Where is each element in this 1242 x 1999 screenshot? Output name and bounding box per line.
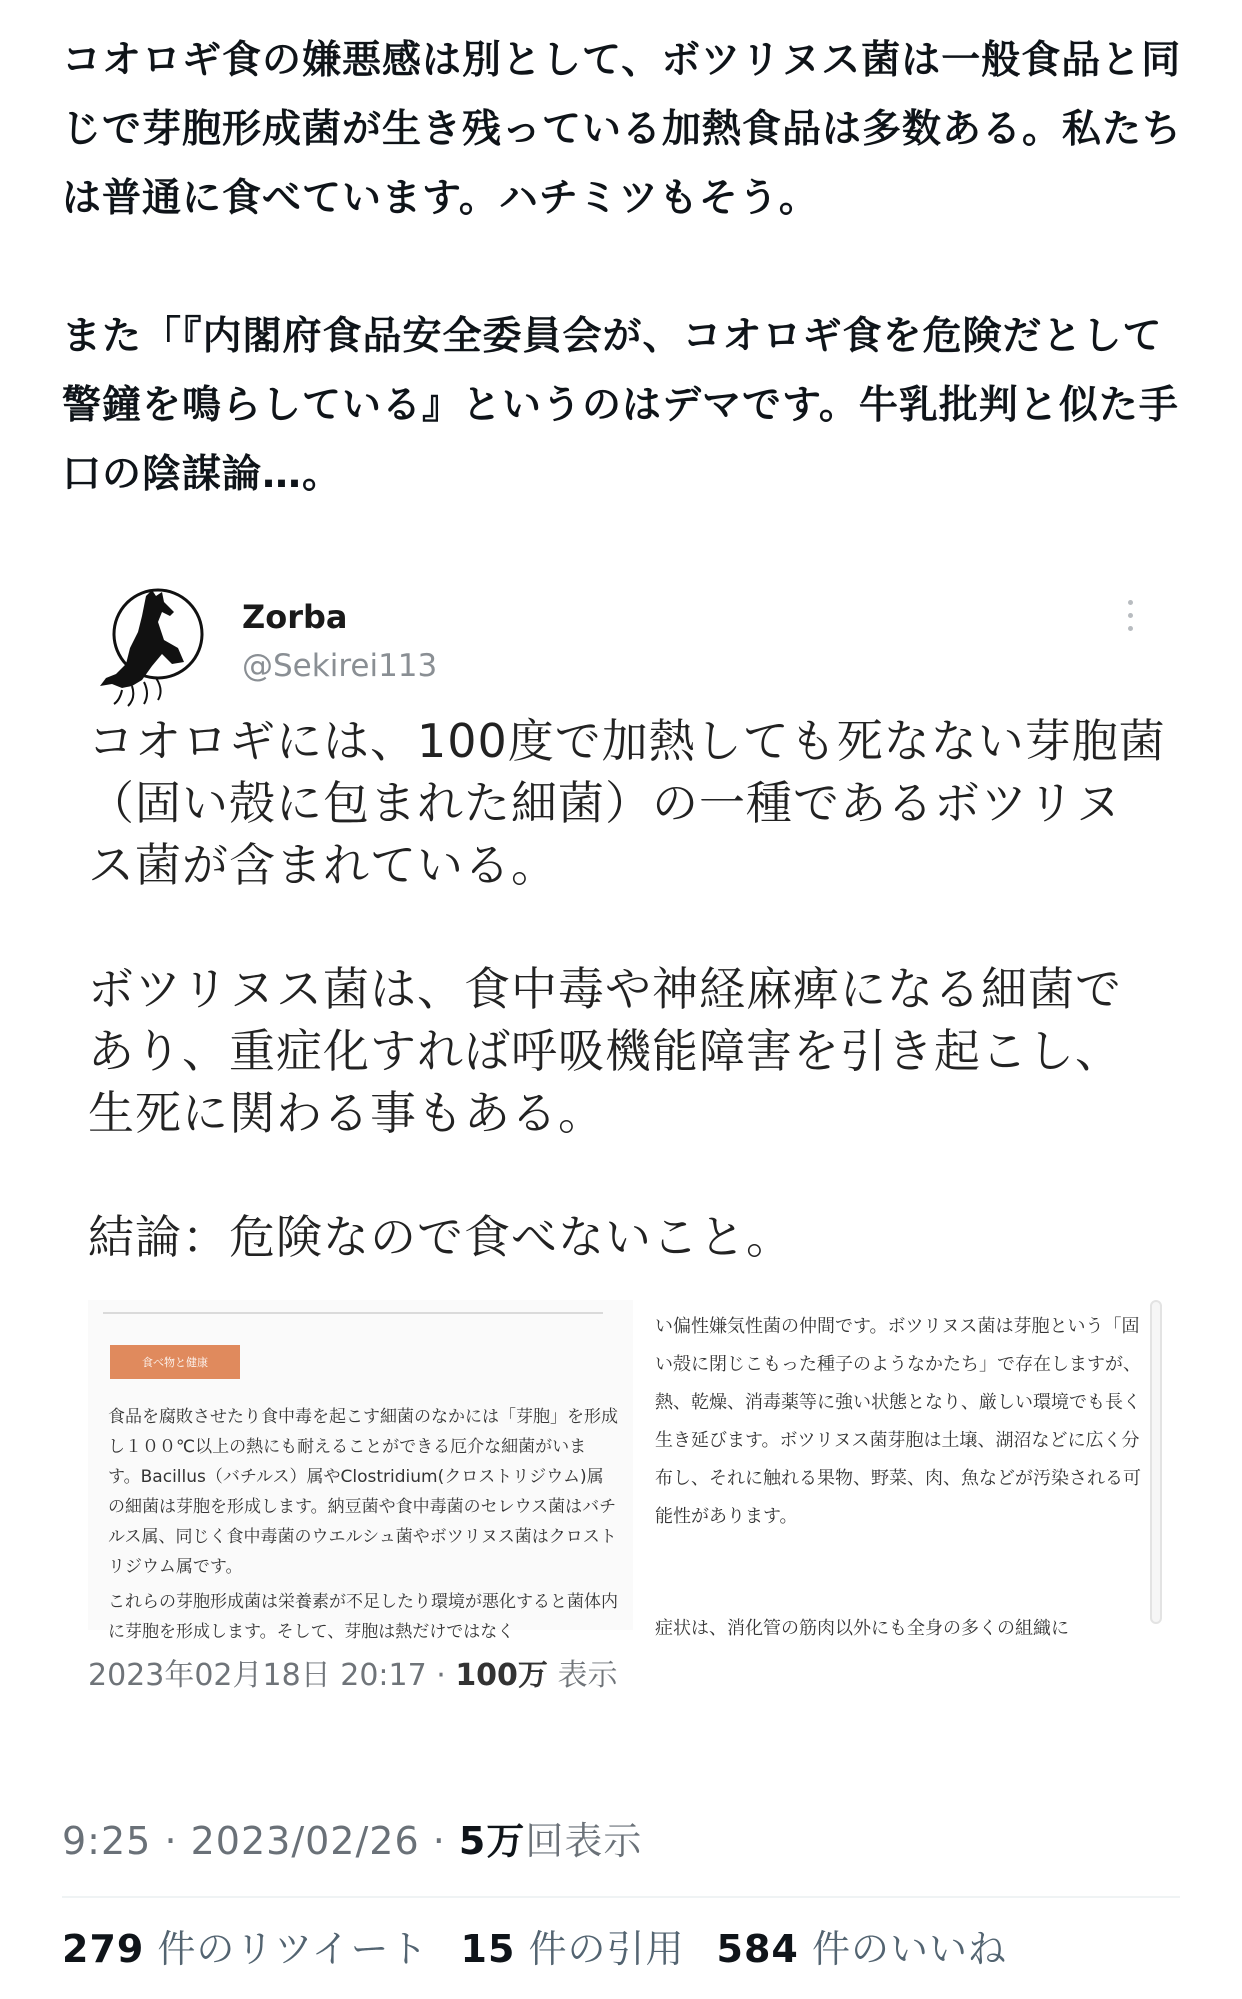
quoted-author-handle[interactable]: @Sekirei113 (242, 648, 438, 684)
quoted-paragraph: コオロギには、100度で加熱しても死なない芽胞菌（固い殻に包まれた細菌）の一種であるボツリヌス菌が含まれている。 (88, 714, 1166, 892)
tweet-paragraph: また「『内閣府食品安全委員会が、コオロギ食を危険だとして警鐘を鳴らしている』というのはデマです。牛乳批判と似た手口の陰謀論…。 (62, 314, 1179, 497)
quoted-views-label: 表示 (557, 1658, 618, 1693)
embedded-text: 食品を腐敗させたり食中毒を起こす細菌のなかには「芽胞」を形成し１００℃以上の熱にも耐えることができる厄介な細菌がいます。Bacillus（バチルス）属やClostridium(クロストリジウム)属の細菌は芽胞を形成します。納豆菌や食中毒菌のセレウス菌はバチルス属、同じく食中毒菌のウエルシュ菌やボツリヌス菌はクロストリジウム属です。 (108, 1407, 618, 1577)
tweet-time: 9:25 (62, 1819, 152, 1863)
retweets-link[interactable] (62, 1918, 429, 1973)
embedded-text: い偏性嫌気性菌の仲間です。ボツリヌス菌は芽胞という「固い殻に閉じこもった種子のようなかたち」で存在しますが、熱、乾燥、消毒薬等に強い状態となり、厳しい環境でも長く生き延びます。ボツリヌス菌芽胞は土壌、湖沼などに広く分布し、それに触れる果物、野菜、肉、魚などが汚染される可能性があります。 (655, 1316, 1141, 1527)
scrollbar[interactable] (1150, 1300, 1162, 1624)
tweet-views-label: 回表示 (525, 1819, 643, 1863)
quoted-paragraph: 結論：危険なので食べないこと。 (88, 1210, 793, 1264)
embedded-text: これらの芽胞形成菌は栄養素が不足したり環境が悪化すると菌体内に芽胞を形成します。そして、芽胞は熱だけではなく (108, 1592, 618, 1642)
retweets-count: 279 (62, 1927, 145, 1971)
retweets-label: 件のリツイート (157, 1927, 429, 1971)
likes-link[interactable] (717, 1918, 1007, 1973)
tweet-date: 2023/02/26 (190, 1819, 420, 1863)
quoted-author-name[interactable]: Zorba (242, 598, 348, 636)
tweet-text (62, 26, 1182, 509)
embedded-image-right[interactable] (647, 1300, 1187, 1639)
quoted-paragraph: ボツリヌス菌は、食中毒や神経麻痺になる細菌であり、重症化すれば呼吸機能障害を引き起こし、生死に関わる事もある。 (88, 962, 1122, 1140)
embedded-image-left[interactable] (88, 1300, 633, 1642)
quotes-count: 15 (460, 1927, 516, 1971)
tweet-meta: 9:25 · 2023/02/26 · 5万回表示 (62, 1819, 643, 1863)
quoted-timestamp: 2023年02月18日 20:17 (88, 1658, 427, 1693)
likes-label: 件のいいね (811, 1927, 1007, 1971)
avatar[interactable] (92, 582, 220, 710)
quotes-label: 件の引用 (528, 1927, 685, 1971)
tweet-paragraph: コオロギ食の嫌悪感は別として、ボツリヌス菌は一般食品と同じで芽胞形成菌が生き残っている加熱食品は多数ある。私たちは普通に食べています。ハチミツもそう。 (62, 38, 1183, 221)
quoted-tweet-meta: 2023年02月18日 20:17 · 100万 表示 (88, 1658, 618, 1693)
howling-wolf-icon (92, 582, 220, 710)
category-tag: 食べ物と健康 (110, 1345, 240, 1379)
more-options-icon[interactable] (1120, 600, 1140, 650)
quoted-tweet-text (88, 710, 1168, 1268)
embedded-text: 症状は、消化管の筋肉以外にも全身の多くの組織に (655, 1618, 1069, 1639)
quoted-tweet[interactable] (62, 560, 1182, 1760)
likes-count: 584 (716, 1927, 799, 1971)
engagement-stats (62, 1918, 1007, 1973)
tweet-views-count: 5万 (458, 1819, 526, 1863)
divider (62, 1896, 1180, 1898)
quotes-link[interactable] (461, 1918, 685, 1973)
quoted-views-count: 100万 (455, 1658, 548, 1693)
